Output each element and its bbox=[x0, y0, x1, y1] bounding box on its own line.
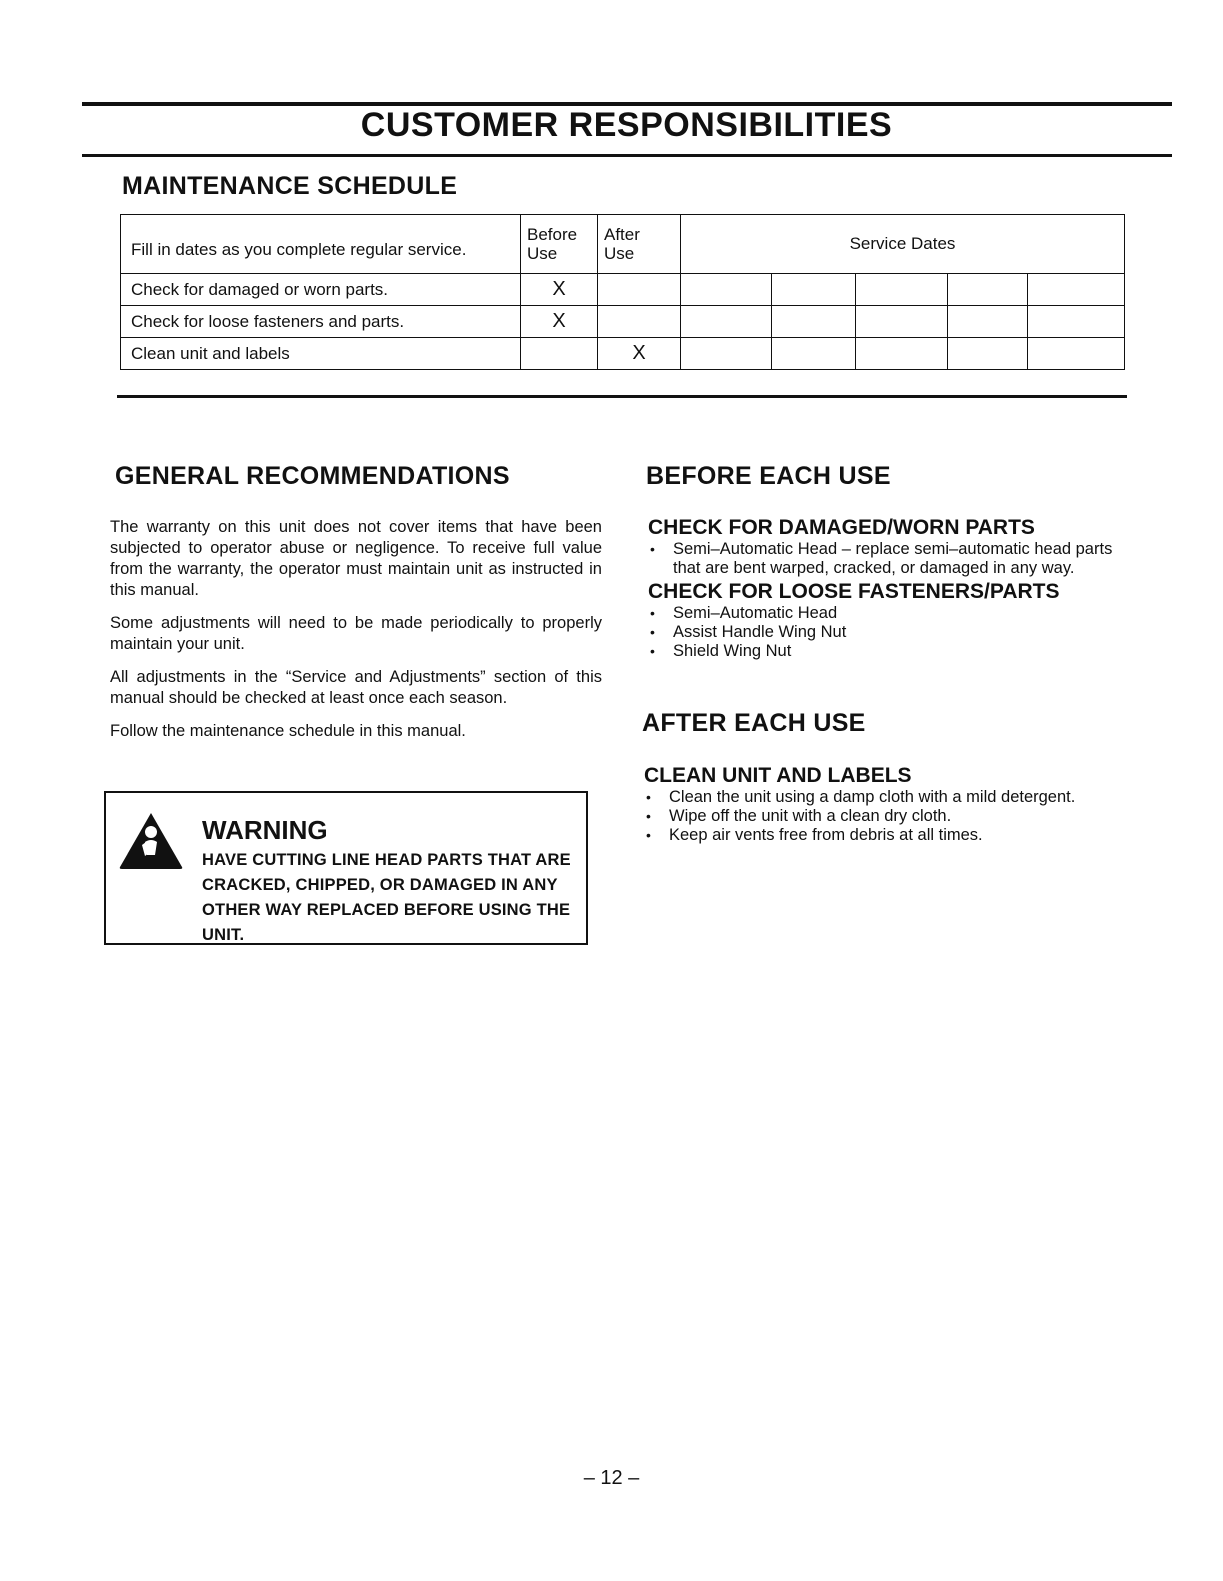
schedule-bottom-rule bbox=[117, 395, 1127, 398]
maintenance-schedule-heading: MAINTENANCE SCHEDULE bbox=[122, 172, 458, 200]
general-paragraph: Some adjustments will need to be made periodically to properly maintain your unit. bbox=[110, 614, 602, 653]
after-use-header: After Use bbox=[598, 215, 681, 274]
title-underline-rule bbox=[82, 154, 1172, 157]
after-use-mark bbox=[598, 274, 681, 306]
table-row bbox=[121, 306, 1125, 338]
general-paragraph: Follow the maintenance schedule in this manual. bbox=[110, 722, 466, 740]
service-date-cell[interactable] bbox=[948, 274, 1028, 306]
list-item: • Keep air vents free from debris at all times. bbox=[644, 826, 1124, 845]
list-item: • Semi–Automatic Head bbox=[648, 604, 1128, 623]
list-item: • Assist Handle Wing Nut bbox=[648, 623, 1128, 642]
after-each-use-body bbox=[644, 764, 1124, 845]
service-dates-header: Service Dates bbox=[681, 215, 1125, 274]
before-use-mark: X bbox=[521, 306, 598, 338]
clean-unit-list bbox=[644, 788, 1124, 845]
maintenance-schedule-table bbox=[120, 214, 1125, 370]
service-date-cell[interactable] bbox=[772, 274, 856, 306]
table-row bbox=[121, 274, 1125, 306]
general-recommendations-heading: GENERAL RECOMMENDATIONS bbox=[115, 462, 510, 490]
warning-box bbox=[104, 791, 588, 945]
service-date-cell[interactable] bbox=[856, 274, 948, 306]
list-item: • Shield Wing Nut bbox=[648, 642, 1128, 661]
before-each-use-heading: BEFORE EACH USE bbox=[646, 462, 891, 490]
before-each-use-body bbox=[648, 516, 1128, 661]
before-use-header: Before Use bbox=[521, 215, 598, 274]
clean-unit-heading: CLEAN UNIT AND LABELS bbox=[644, 764, 912, 787]
after-use-mark: X bbox=[598, 338, 681, 370]
service-date-cell[interactable] bbox=[948, 306, 1028, 338]
page-title: CUSTOMER RESPONSIBILITIES bbox=[360, 106, 893, 144]
service-date-cell[interactable] bbox=[772, 306, 856, 338]
task-cell: Check for loose fasteners and parts. bbox=[121, 306, 521, 338]
list-item: • Clean the unit using a damp cloth with a mild detergent. bbox=[644, 788, 1124, 807]
task-cell: Check for damaged or worn parts. bbox=[121, 274, 521, 306]
general-recommendations-body bbox=[110, 517, 602, 754]
table-header-row bbox=[121, 215, 1125, 274]
service-date-cell[interactable] bbox=[856, 338, 948, 370]
general-paragraph: All adjustments in the “Service and Adjustments” section of this manual should be checked at least once each season. bbox=[110, 668, 602, 707]
service-date-cell[interactable] bbox=[856, 306, 948, 338]
service-date-cell[interactable] bbox=[1028, 306, 1125, 338]
before-use-mark: X bbox=[521, 274, 598, 306]
service-date-cell[interactable] bbox=[681, 306, 772, 338]
service-date-cell[interactable] bbox=[1028, 274, 1125, 306]
check-loose-heading: CHECK FOR LOOSE FASTENERS/PARTS bbox=[648, 580, 1060, 603]
after-use-mark bbox=[598, 306, 681, 338]
general-paragraph: The warranty on this unit does not cover items that have been subjected to operator abuse or negligence. To receive full value from the warranty, the operator must maintain unit as instructed in this manual. bbox=[110, 518, 602, 599]
check-damaged-heading: CHECK FOR DAMAGED/WORN PARTS bbox=[648, 516, 1035, 539]
table-row bbox=[121, 338, 1125, 370]
warning-title: WARNING bbox=[202, 815, 328, 845]
warning-triangle-icon bbox=[118, 811, 184, 871]
list-item: • Semi–Automatic Head – replace semi–automatic head parts that are bent warped, cracked, or damaged in any way. bbox=[648, 540, 1128, 578]
service-date-cell[interactable] bbox=[681, 274, 772, 306]
page-number: – 12 – bbox=[583, 1467, 640, 1489]
check-loose-list bbox=[648, 604, 1128, 661]
after-each-use-heading: AFTER EACH USE bbox=[642, 709, 866, 737]
service-date-cell[interactable] bbox=[772, 338, 856, 370]
instruction-cell: Fill in dates as you complete regular service. bbox=[121, 215, 521, 274]
service-date-cell[interactable] bbox=[681, 338, 772, 370]
task-cell: Clean unit and labels bbox=[121, 338, 521, 370]
service-date-cell[interactable] bbox=[1028, 338, 1125, 370]
service-date-cell[interactable] bbox=[948, 338, 1028, 370]
list-item: • Wipe off the unit with a clean dry cloth. bbox=[644, 807, 1124, 826]
warning-body: HAVE CUTTING LINE HEAD PARTS THAT ARE CRACKED, CHIPPED, OR DAMAGED IN ANY OTHER WAY REPLACED BEFORE USING THE UNIT. bbox=[202, 851, 571, 944]
before-use-mark bbox=[521, 338, 598, 370]
check-damaged-list bbox=[648, 540, 1128, 578]
